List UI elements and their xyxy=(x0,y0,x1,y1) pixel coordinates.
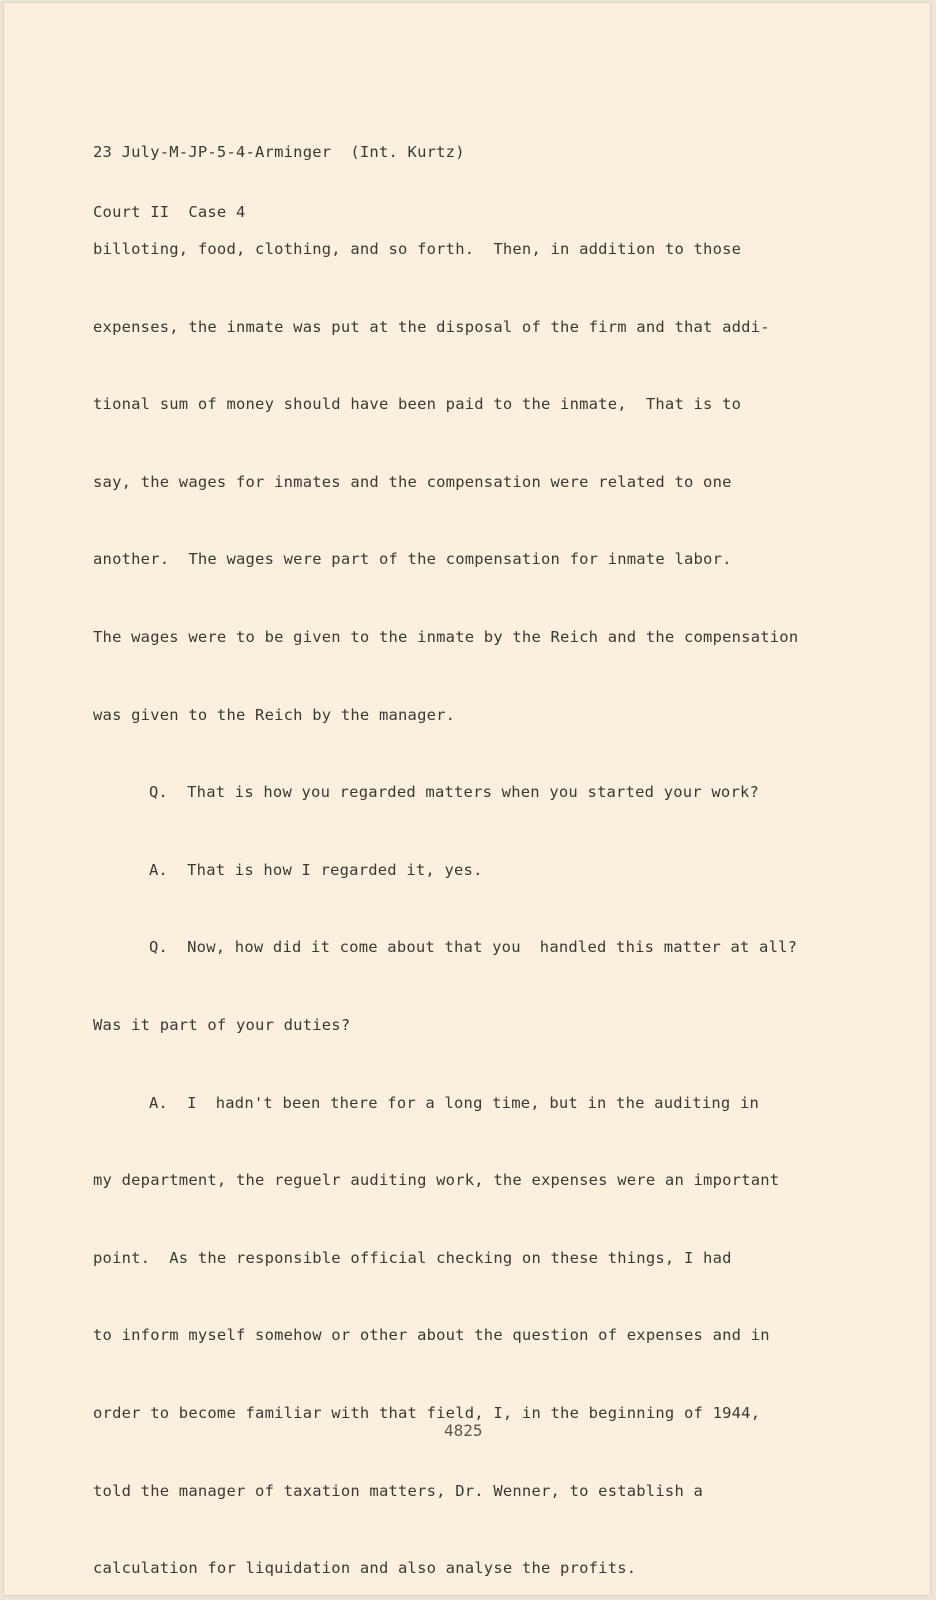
text-line: order to become familiar with that field, I, in the beginning of 1944, xyxy=(93,1403,761,1422)
transcript-body xyxy=(93,203,913,1595)
text-line: say, the wages for inmates and the compensation were related to one xyxy=(93,472,732,491)
text-line: to inform myself somehow or other about the question of expenses and in xyxy=(93,1326,770,1345)
text-line: The wages were to be given to the inmate by the Reich and the compensation xyxy=(93,627,799,646)
question-line: Q. That is how you regarded matters when you started your work? xyxy=(149,783,760,802)
answer-line: A. I hadn't been there for a long time, but in the auditing in xyxy=(149,1093,760,1112)
question-line: Q. Now, how did it come about that you handled this matter at all? xyxy=(149,938,798,957)
text-line: my department, the reguelr auditing work, the expenses were an important xyxy=(93,1171,780,1190)
header-line-court: Court II Case 4 xyxy=(93,203,246,221)
text-line: billoting, food, clothing, and so forth. Then, in addition to those xyxy=(93,240,742,258)
page-number: 4825 xyxy=(444,1421,483,1440)
text-line: expenses, the inmate was put at the disposal of the firm and that addi- xyxy=(93,317,770,336)
text-line: Was it part of your duties? xyxy=(93,1015,351,1034)
text-line: another. The wages were part of the compensation for inmate labor. xyxy=(93,550,732,569)
text-line: point. As the responsible official checking on these things, I had xyxy=(93,1248,732,1267)
answer-line: A. That is how I regarded it, yes. xyxy=(149,860,483,879)
header-line-date-case: 23 July-M-JP-5-4-Arminger (Int. Kurtz) xyxy=(93,143,465,161)
text-line: was given to the Reich by the manager. xyxy=(93,705,456,724)
text-line: told the manager of taxation matters, Dr. Wenner, to establish a xyxy=(93,1481,704,1500)
document-page xyxy=(4,3,930,1595)
text-line: tional sum of money should have been paid to the inmate, That is to xyxy=(93,395,742,414)
text-line: calculation for liquidation and also analyse the profits. xyxy=(93,1559,637,1578)
